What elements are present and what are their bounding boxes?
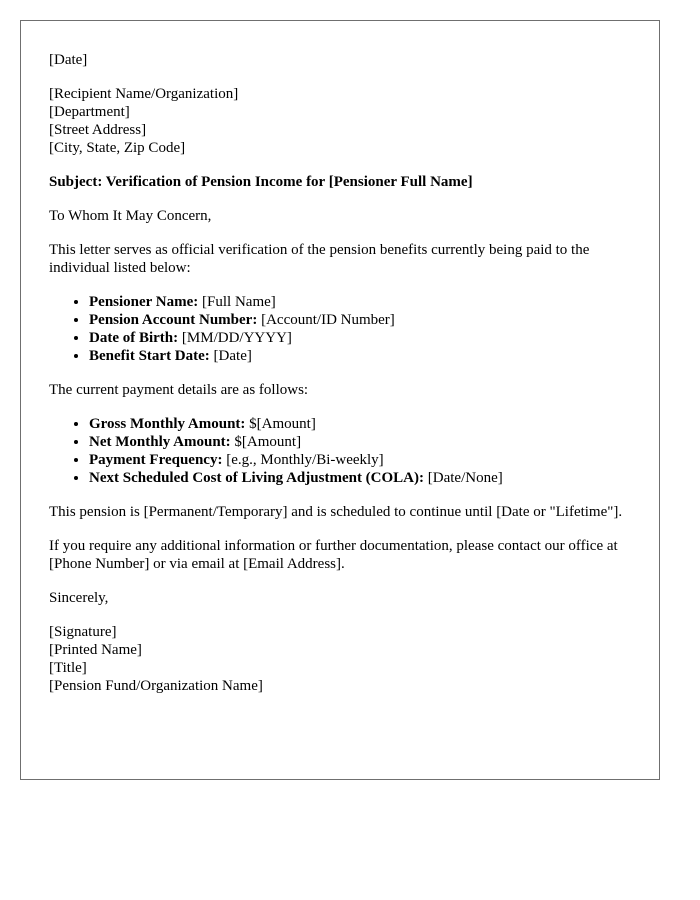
- payment-frequency-item: [89, 451, 631, 469]
- gross-amount-item: [89, 415, 631, 433]
- pension-account-item: [89, 311, 631, 329]
- recipient-department: [Department]: [49, 104, 130, 120]
- cola-item: [89, 469, 631, 487]
- recipient-address: [49, 85, 631, 157]
- item-value: [Account/ID Number]: [257, 312, 395, 328]
- item-label: Pension Account Number:: [89, 312, 258, 328]
- item-label: Payment Frequency:: [89, 452, 223, 468]
- pensioner-name-item: [89, 293, 631, 311]
- signature-block: [49, 623, 631, 695]
- net-amount-item: [89, 433, 631, 451]
- salutation: To Whom It May Concern,: [49, 208, 212, 224]
- item-value: [Full Name]: [198, 294, 276, 310]
- item-value: $[Amount]: [230, 434, 302, 450]
- item-label: Net Monthly Amount:: [89, 434, 231, 450]
- title-line: [Title]: [49, 660, 87, 676]
- item-label: Next Scheduled Cost of Living Adjustment (COLA):: [89, 470, 425, 486]
- recipient-street: [Street Address]: [49, 122, 147, 138]
- letter-date: [Date]: [49, 52, 88, 68]
- organization-line: [Pension Fund/Organization Name]: [49, 678, 263, 694]
- payment-details-list: [49, 415, 631, 487]
- signature-line: [Signature]: [49, 624, 117, 640]
- item-value: [Date/None]: [424, 470, 503, 486]
- item-value: [MM/DD/YYYY]: [178, 330, 292, 346]
- pensioner-details-list: [49, 293, 631, 365]
- recipient-name: [Recipient Name/Organization]: [49, 86, 239, 102]
- item-label: Date of Birth:: [89, 330, 179, 346]
- item-label: Pensioner Name:: [89, 294, 199, 310]
- printed-name-line: [Printed Name]: [49, 642, 142, 658]
- item-value: $[Amount]: [245, 416, 316, 432]
- benefit-start-item: [89, 347, 631, 365]
- letter-page: [20, 20, 660, 780]
- subject-line: Subject: Verification of Pension Income for [Pensioner Full Name]: [49, 174, 473, 190]
- item-value: [Date]: [209, 348, 252, 364]
- payment-intro: The current payment details are as follows:: [49, 382, 309, 398]
- item-value: [e.g., Monthly/Bi-weekly]: [222, 452, 384, 468]
- intro-paragraph: This letter serves as official verification of the pension benefits currently being paid to the individual listed below:: [49, 242, 590, 276]
- duration-paragraph: This pension is [Permanent/Temporary] and is scheduled to continue until [Date or "Lifetime"].: [49, 504, 623, 520]
- closing: Sincerely,: [49, 590, 109, 606]
- item-label: Benefit Start Date:: [89, 348, 210, 364]
- date-of-birth-item: [89, 329, 631, 347]
- contact-paragraph: If you require any additional information or further documentation, please contact our office at [Phone Number] or via email at [Email Address].: [49, 538, 618, 572]
- item-label: Gross Monthly Amount:: [89, 416, 246, 432]
- recipient-city: [City, State, Zip Code]: [49, 140, 186, 156]
